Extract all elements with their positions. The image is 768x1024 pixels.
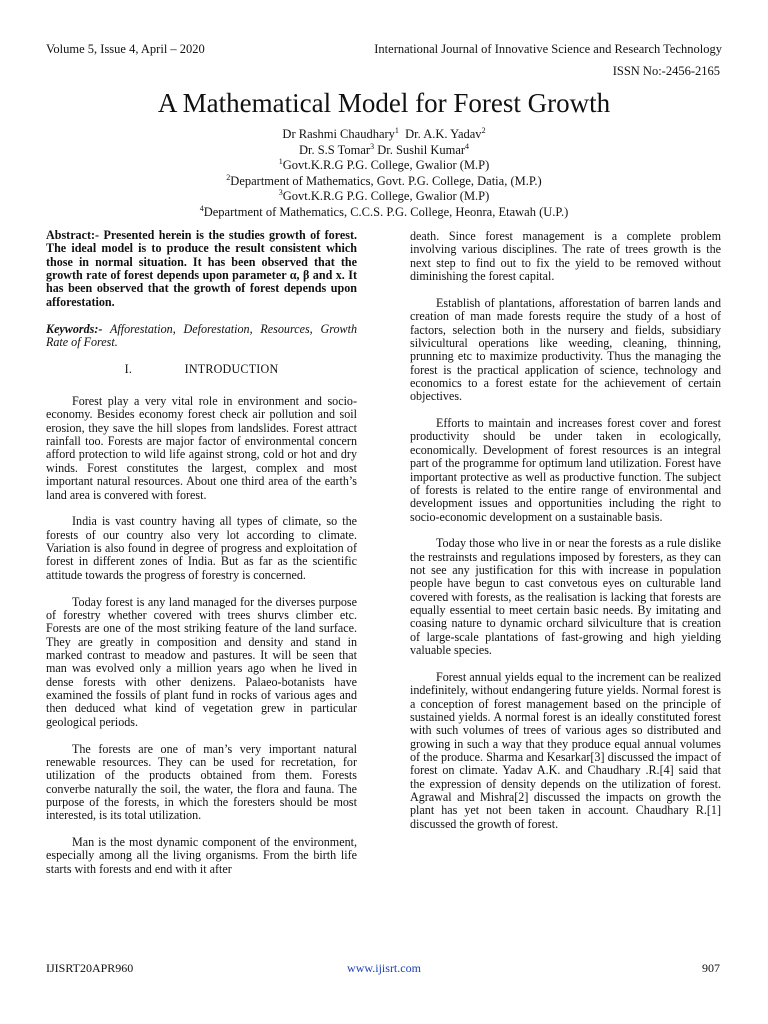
author-sup: 1 xyxy=(394,125,399,135)
author-block xyxy=(0,127,768,221)
left-column xyxy=(46,229,357,890)
right-column xyxy=(410,230,721,845)
affiliation-text: Govt.K.R.G P.G. College, Gwalior (M.P) xyxy=(282,189,490,204)
body-paragraph: Man is the most dynamic component of the environment, especially among all the living organisms. From the birth life starts with forests and end with it after xyxy=(46,835,357,876)
author-sup: 3 xyxy=(370,141,375,151)
keywords-label: Keywords:- xyxy=(46,321,103,336)
author-name: Dr. A.K. Yadav xyxy=(398,127,482,141)
body-paragraph: India is vast country having all types of climate, so the forests of our country also very lot according to climate. Variation is also found in degree of progress and exploitation of forest in different zones of India. But as far as the scientific attitude towards the progress of forestry is concerned. xyxy=(46,514,357,582)
affiliation-text: Department of Mathematics, Govt. P.G. College, Datia, (M.P.) xyxy=(230,173,542,188)
body-paragraph: The forests are one of man’s very important natural renewable resources. They can be used for recretation, for utilization of the products obtained from them. Forests converbe naturally the soil, the water, the flora and fauna. The purpose of the forests, in which the foresters should be most interested, is its total utilization. xyxy=(46,741,357,823)
affiliation-sup: 2 xyxy=(226,172,231,182)
affiliation-text: Govt.K.R.G P.G. College, Gwalior (M.P) xyxy=(282,158,490,173)
affiliation xyxy=(0,205,768,221)
footer-page-number: 907 xyxy=(702,961,720,975)
footer-website-link[interactable]: www.ijisrt.com xyxy=(347,961,421,975)
author-name: Dr Rashmi Chaudhary xyxy=(282,127,395,141)
affiliation-sup: 1 xyxy=(278,157,283,167)
header-journal: International Journal of Innovative Science and Research Technology xyxy=(374,42,722,56)
keywords xyxy=(46,323,357,350)
footer-paper-id: IJISRT20APR960 xyxy=(46,961,134,975)
body-paragraph: Establish of plantations, afforestation of barren lands and creation of man made forests require the study of a host of factors, selection both in the nursery and fields, subsidiary silvicultural operations like weeding, cleaning, thinning, prunning etc to maximize productivity. Thus the managing the forest is the practical application of science, technology and economics to a forest estate for the achievement of certain objectives. xyxy=(410,295,721,404)
section-title: INTRODUCTION xyxy=(184,361,279,376)
affiliation-sup: 4 xyxy=(199,203,204,213)
affiliation xyxy=(0,174,768,190)
body-paragraph: Forest play a very vital role in environment and socio-economy. Besides economy forest check air pollution and soil erosion, they save the hill slopes from landslides. Forest attract rainfall too. Forests are major factor of environmental concern afford protection to wild life against strong, cold or hot and dry winds. Forest constitutes the largest, complex and most important natural resources. About one third area of the earth’s land area is convered with forest. xyxy=(46,394,357,502)
affiliation-sup: 3 xyxy=(278,188,283,198)
affiliation-text: Department of Mathematics, C.C.S. P.G. College, Heonra, Etawah (U.P.) xyxy=(203,204,569,219)
body-paragraph: Forest annual yields equal to the increment can be realized indefinitely, without endangering future yields. Normal forest is a conception of forest management based on the principle of sustained yields. A normal forest is an ideally constituted forest with such volumes of trees of various ages so distributed and growing in such a way that they produce equal annual volumes of the produce. Sharma and Kesarkar[3] discussed the impact of forest on climate. Yadav A.K. and Chaudhary .R.[4] said that the expression of density depends on the utilization of forest. Agrawal and Mishra[2] discussed the impacts on growth the plant has yet not been taken in account. Chaudhary R.[1] discussed the growth of forest. xyxy=(410,669,721,831)
body-paragraph: death. Since forest management is a complete problem involving various disciplines. The rate of trees growth is the next step to find out to fix the yield to be removed without diminishing the forest capital. xyxy=(410,229,721,284)
affiliation xyxy=(0,158,768,174)
keywords-text: Afforestation, Deforestation, Resources, Growth Rate of Forest. xyxy=(46,321,357,349)
section-number: I. xyxy=(124,361,133,376)
paper-title: A Mathematical Model for Forest Growth xyxy=(157,88,611,118)
author-line-1 xyxy=(0,127,768,143)
affiliation xyxy=(0,189,768,205)
abstract: Abstract:- Presented herein is the studies growth of forest. The ideal model is to produce the result consistent which those in normal situation. It has been observed that the growth rate of forest depends upon parameter α, β and x. It has been observed that the growth of forest depends upon afforestation. xyxy=(46,228,357,309)
author-line-2 xyxy=(0,143,768,159)
body-paragraph: Today forest is any land managed for the diverses purpose of forestry whether covered with trees shurvs climber etc. Forests are one of the most striking feature of the land surface. They are greatly in composition and density and stand in marked contrast to meadow and pastures. It will be seen that man was evolved only a million years ago when he lived in dense forests with other denizens. Palaeo-botanists have examined the fossils of plant fund in rocks of various ages and then deduced what kind of vegetation grew in particular geological periods. xyxy=(46,594,357,729)
author-name: Dr. Sushil Kumar xyxy=(374,142,466,157)
author-name: Dr. S.S Tomar xyxy=(298,142,371,157)
body-paragraph: Today those who live in or near the forests as a rule dislike the restrainsts and regulations imposed by foresters, as they can not see any justification for this with increase in population people have begun to cast convetous eyes on culturable land covered with forests, as the realisation is lacking that forests are equally essential to meet certain basic needs. By imitating and coasing nature to dynamic orchard silviculture that is creation of large-scale plantations of fast-growing and high yielding valuable species. xyxy=(410,536,721,658)
header-issn: ISSN No:-2456-2165 xyxy=(612,64,720,78)
author-sup: 4 xyxy=(465,141,470,151)
body-paragraph: Efforts to maintain and increases forest cover and forest productivity should be under taken in ecologically, economically. Development of forest resources is an integral part of the programme for optimum land utilization. Forest have important protective as well as productive function. The subject of forests is related to the entire range of environmental and development issues and opportunities including the right to socio-economic development on a sustainable basis. xyxy=(410,416,721,524)
section-heading xyxy=(46,363,357,376)
author-sup: 2 xyxy=(481,125,486,135)
header-volume: Volume 5, Issue 4, April – 2020 xyxy=(46,42,205,56)
